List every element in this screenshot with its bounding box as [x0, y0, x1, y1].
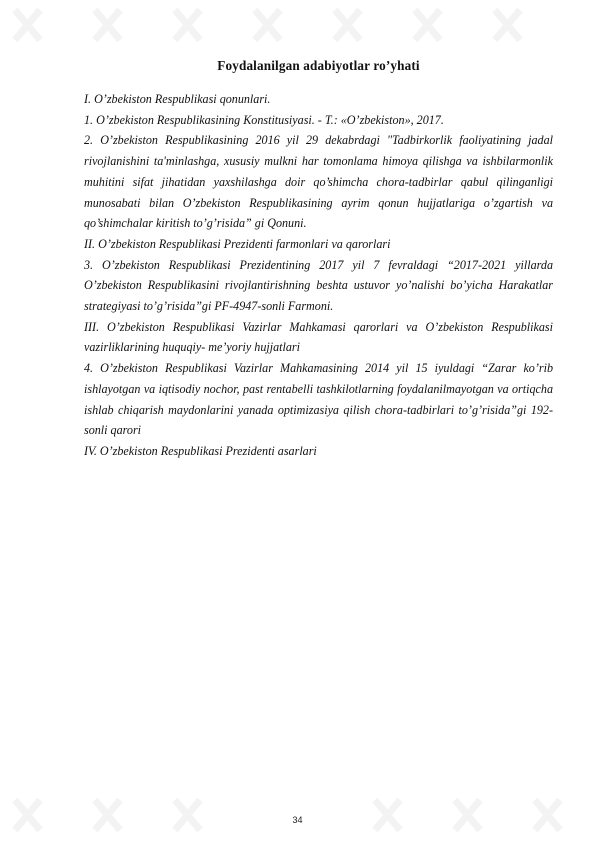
references-list — [84, 89, 553, 462]
reference-item: 2. O’zbekiston Respublikasining 2016 yil 29 dekabrdagi "Tadbirkorlik faoliyatining jadal rivojlanishini ta'minlashga, xususiy mulkni har tomonlama himoya qilishga va ishbilarmonlik muhitini sifat jihatidan yaxshilashga doir qo’shimcha chora-tadbirlar qabul qilinganligi munosabati bilan O’zbekiston Respublikasining ayrim qonun hujjatlariga o’zgartish va qo’shimchalar kiritish to’g’risida” gi Qonuni. — [84, 133, 553, 231]
reference-item: 3. O’zbekiston Respublikasi Prezidentining 2017 yil 7 fevraldagi “2017-2021 yillarda O’zbekiston Respublikasini rivojlantirishning beshta ustuvor yo’nalishi bo’yicha Harakatlar strategiyasi to’g’risida”gi PF-4947-sonli Farmoni. — [84, 257, 553, 314]
section-heading: I. O’zbekiston Respublikasi qonunlari. — [84, 92, 271, 106]
page-number: 34 — [292, 815, 303, 825]
reference-item: 4. O’zbekiston Respublikasi Vazirlar Mahkamasining 2014 yil 15 iyuldagi “Zarar ko’rib ishlayotgan va iqtisodiy nochor, past rentabelli tashkilotlarning foydalanilmayotgan va ortiqcha ishlab chiqarish maydonlarini yanada optimizasiya qilish chora-tadbirlari to’g’risida”gi 192-sonli qarori — [84, 361, 553, 438]
reference-item: 1. O’zbekiston Respublikasining Konstitusiyasi. - T.: «O’zbekiston», 2017. — [84, 112, 444, 127]
section-heading: III. O’zbekiston Respublikasi Vazirlar Mahkamasi qarorlari va O’zbekiston Respublikasi vazirliklarining huquqiy- me’yoriy hujjatlari — [84, 319, 553, 355]
page-title: Foydalanilgan adabiyotlar ro’yhati — [217, 58, 420, 73]
section-heading: II. O’zbekiston Respublikasi Prezidenti farmonlari va qarorlari — [84, 236, 391, 251]
section-heading: IV. O’zbekiston Respublikasi Prezidenti asarlari — [84, 443, 317, 458]
